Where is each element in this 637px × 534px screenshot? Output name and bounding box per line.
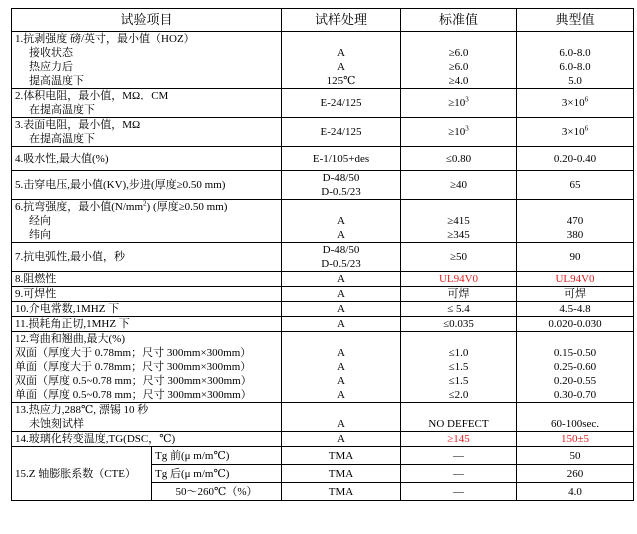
cte-treatment-2: TMA xyxy=(282,483,401,501)
dielectric-typical: 4.5-4.8 xyxy=(517,302,634,317)
dielectric-standard: ≤ 5.4 xyxy=(401,302,517,317)
bow-label-3: 单面（厚度 0.5~0.78 mm；尺寸 300mm×300mm） xyxy=(15,389,252,401)
cte-treatment-0: TMA xyxy=(282,447,401,465)
thermal-typical: 60-100sec. xyxy=(517,403,634,432)
table-row xyxy=(12,243,634,272)
volume-standard: $\ge 10^3$ xyxy=(401,89,517,118)
arc-typical: 90 xyxy=(517,243,634,272)
cte-standard-1: — xyxy=(401,465,517,483)
tg-title: 14.玻璃化转变温度,TG(DSC，℃) xyxy=(12,432,282,447)
cte-typical-1: 260 xyxy=(517,465,634,483)
breakdown-treatment: D-48/50 D-0.5/23 xyxy=(282,171,401,200)
header-treatment: 试样处理 xyxy=(282,9,401,32)
flex-standard: ≥415 ≥345 xyxy=(401,200,517,243)
table-row xyxy=(12,171,634,200)
surface-title: 3.表面电阻，最小值，MΩ xyxy=(15,119,141,131)
cte-standard-2: — xyxy=(401,483,517,501)
arc-title: 7.抗电弧性,最小值，秒 xyxy=(12,243,282,272)
arc-standard: ≥50 xyxy=(401,243,517,272)
thermal-sub: 未蚀刻试样 xyxy=(29,418,84,430)
breakdown-standard: ≥40 xyxy=(401,171,517,200)
volume-item xyxy=(12,89,282,118)
solder-title: 9.可焊性 xyxy=(12,287,282,302)
table-row xyxy=(12,403,634,432)
solder-treatment: A xyxy=(282,287,401,302)
bow-item xyxy=(12,332,282,403)
cte-label-1: Tg 后(μ m/m℃) xyxy=(152,465,282,483)
breakdown-typical: 65 xyxy=(517,171,634,200)
volume-title: 2.体积电阻，最小值，MΩ．CM xyxy=(15,90,169,102)
header-standard: 标准值 xyxy=(401,9,517,32)
cte-label-2: 50～260℃（%） xyxy=(152,483,282,501)
table-row xyxy=(12,118,634,147)
properties-sheet xyxy=(11,8,633,501)
flex-title: 6.抗弯强度，最小值$(N/mm^2)$ (厚度≥0.50 mm) xyxy=(15,200,228,213)
properties-table xyxy=(11,8,634,501)
flame-title: 8.阻燃性 xyxy=(12,272,282,287)
thermal-treatment: A xyxy=(282,403,401,432)
peel-label-2: 提高温度下 xyxy=(29,75,84,87)
flex-typical: 470 380 xyxy=(517,200,634,243)
loss-title: 11.损耗角正切,1MHZ 下 xyxy=(12,317,282,332)
tg-standard: ≥145 xyxy=(401,432,517,447)
bow-typical: 0.15-0.50 0.25-0.60 0.20-0.55 0.30-0.70 xyxy=(517,332,634,403)
surface-standard: $\ge 10^3$ xyxy=(401,118,517,147)
bow-label-2: 双面（厚度 0.5~0.78 mm；尺寸 300mm×300mm） xyxy=(15,375,252,387)
loss-standard: ≤0.035 xyxy=(401,317,517,332)
solder-typical: 可焊 xyxy=(517,287,634,302)
table-row xyxy=(12,32,634,89)
solder-standard: 可焊 xyxy=(401,287,517,302)
loss-typical: 0.020-0.030 xyxy=(517,317,634,332)
thermal-title: 13.热应力,288℃, 漂锡 10 秒 xyxy=(15,404,149,416)
arc-treatment: D-48/50 D-0.5/23 xyxy=(282,243,401,272)
header-row xyxy=(12,9,634,32)
bow-label-0: 双面（厚度大于 0.78mm；尺寸 300mm×300mm） xyxy=(15,347,252,359)
table-row xyxy=(12,272,634,287)
absorb-treatment: E-1/105+des xyxy=(282,147,401,171)
bow-label-1: 单面（厚度大于 0.78mm；尺寸 300mm×300mm） xyxy=(15,361,252,373)
flex-label-0: 经向 xyxy=(29,215,51,227)
cte-typical-2: 4.0 xyxy=(517,483,634,501)
bow-title: 12.弯曲和翘曲,最大(%) xyxy=(15,333,125,345)
cte-treatment-1: TMA xyxy=(282,465,401,483)
cte-typical-0: 50 xyxy=(517,447,634,465)
bow-treatment: A A A A xyxy=(282,332,401,403)
surface-sub: 在提高温度下 xyxy=(29,133,95,145)
table-row xyxy=(12,432,634,447)
table-row xyxy=(12,447,634,465)
breakdown-title: 5.击穿电压,最小值(KV),步进(厚度≥0.50 mm) xyxy=(12,171,282,200)
table-row xyxy=(12,200,634,243)
dielectric-treatment: A xyxy=(282,302,401,317)
surface-item xyxy=(12,118,282,147)
flame-treatment: A xyxy=(282,272,401,287)
peel-typical: 6.0-8.0 6.0-8.0 5.0 xyxy=(517,32,634,89)
dielectric-title: 10.介电常数,1MHZ 下 xyxy=(12,302,282,317)
absorb-title: 4.吸水性,最大值(%) xyxy=(12,147,282,171)
cte-label-0: Tg 前(μ m/m℃) xyxy=(152,447,282,465)
cte-standard-0: — xyxy=(401,447,517,465)
header-typical: 典型值 xyxy=(517,9,634,32)
flex-treatment: A A xyxy=(282,200,401,243)
volume-treatment: E-24/125 xyxy=(282,89,401,118)
volume-typical: $3\times 10^6$ xyxy=(517,89,634,118)
cte-title: 15.Z 轴膨胀系数（CTE） xyxy=(12,447,152,501)
peel-title: 1.抗剥强度 磅/英寸，最小值（HOZ） xyxy=(15,33,195,45)
absorb-typical: 0.20-0.40 xyxy=(517,147,634,171)
table-row xyxy=(12,332,634,403)
surface-treatment: E-24/125 xyxy=(282,118,401,147)
table-row xyxy=(12,317,634,332)
peel-label-1: 热应力后 xyxy=(29,61,73,73)
volume-sub: 在提高温度下 xyxy=(29,104,95,116)
flex-item xyxy=(12,200,282,243)
table-row xyxy=(12,147,634,171)
tg-typical: 150±5 xyxy=(517,432,634,447)
table-row xyxy=(12,287,634,302)
surface-typical: $3\times 10^6$ xyxy=(517,118,634,147)
peel-standard: ≥6.0 ≥6.0 ≥4.0 xyxy=(401,32,517,89)
thermal-item xyxy=(12,403,282,432)
absorb-standard: ≤0.80 xyxy=(401,147,517,171)
peel-label-0: 接收状态 xyxy=(29,47,73,59)
table-row xyxy=(12,89,634,118)
loss-treatment: A xyxy=(282,317,401,332)
peel-treatment: A A 125℃ xyxy=(282,32,401,89)
flame-typical: UL94V0 xyxy=(517,272,634,287)
header-item: 试验项目 xyxy=(12,9,282,32)
bow-standard: ≤1.0 ≤1.5 ≤1.5 ≤2.0 xyxy=(401,332,517,403)
peel-item xyxy=(12,32,282,89)
flame-standard: UL94V0 xyxy=(401,272,517,287)
tg-treatment: A xyxy=(282,432,401,447)
thermal-standard: NO DEFECT xyxy=(401,403,517,432)
flex-label-1: 纬向 xyxy=(29,229,51,241)
table-row xyxy=(12,302,634,317)
